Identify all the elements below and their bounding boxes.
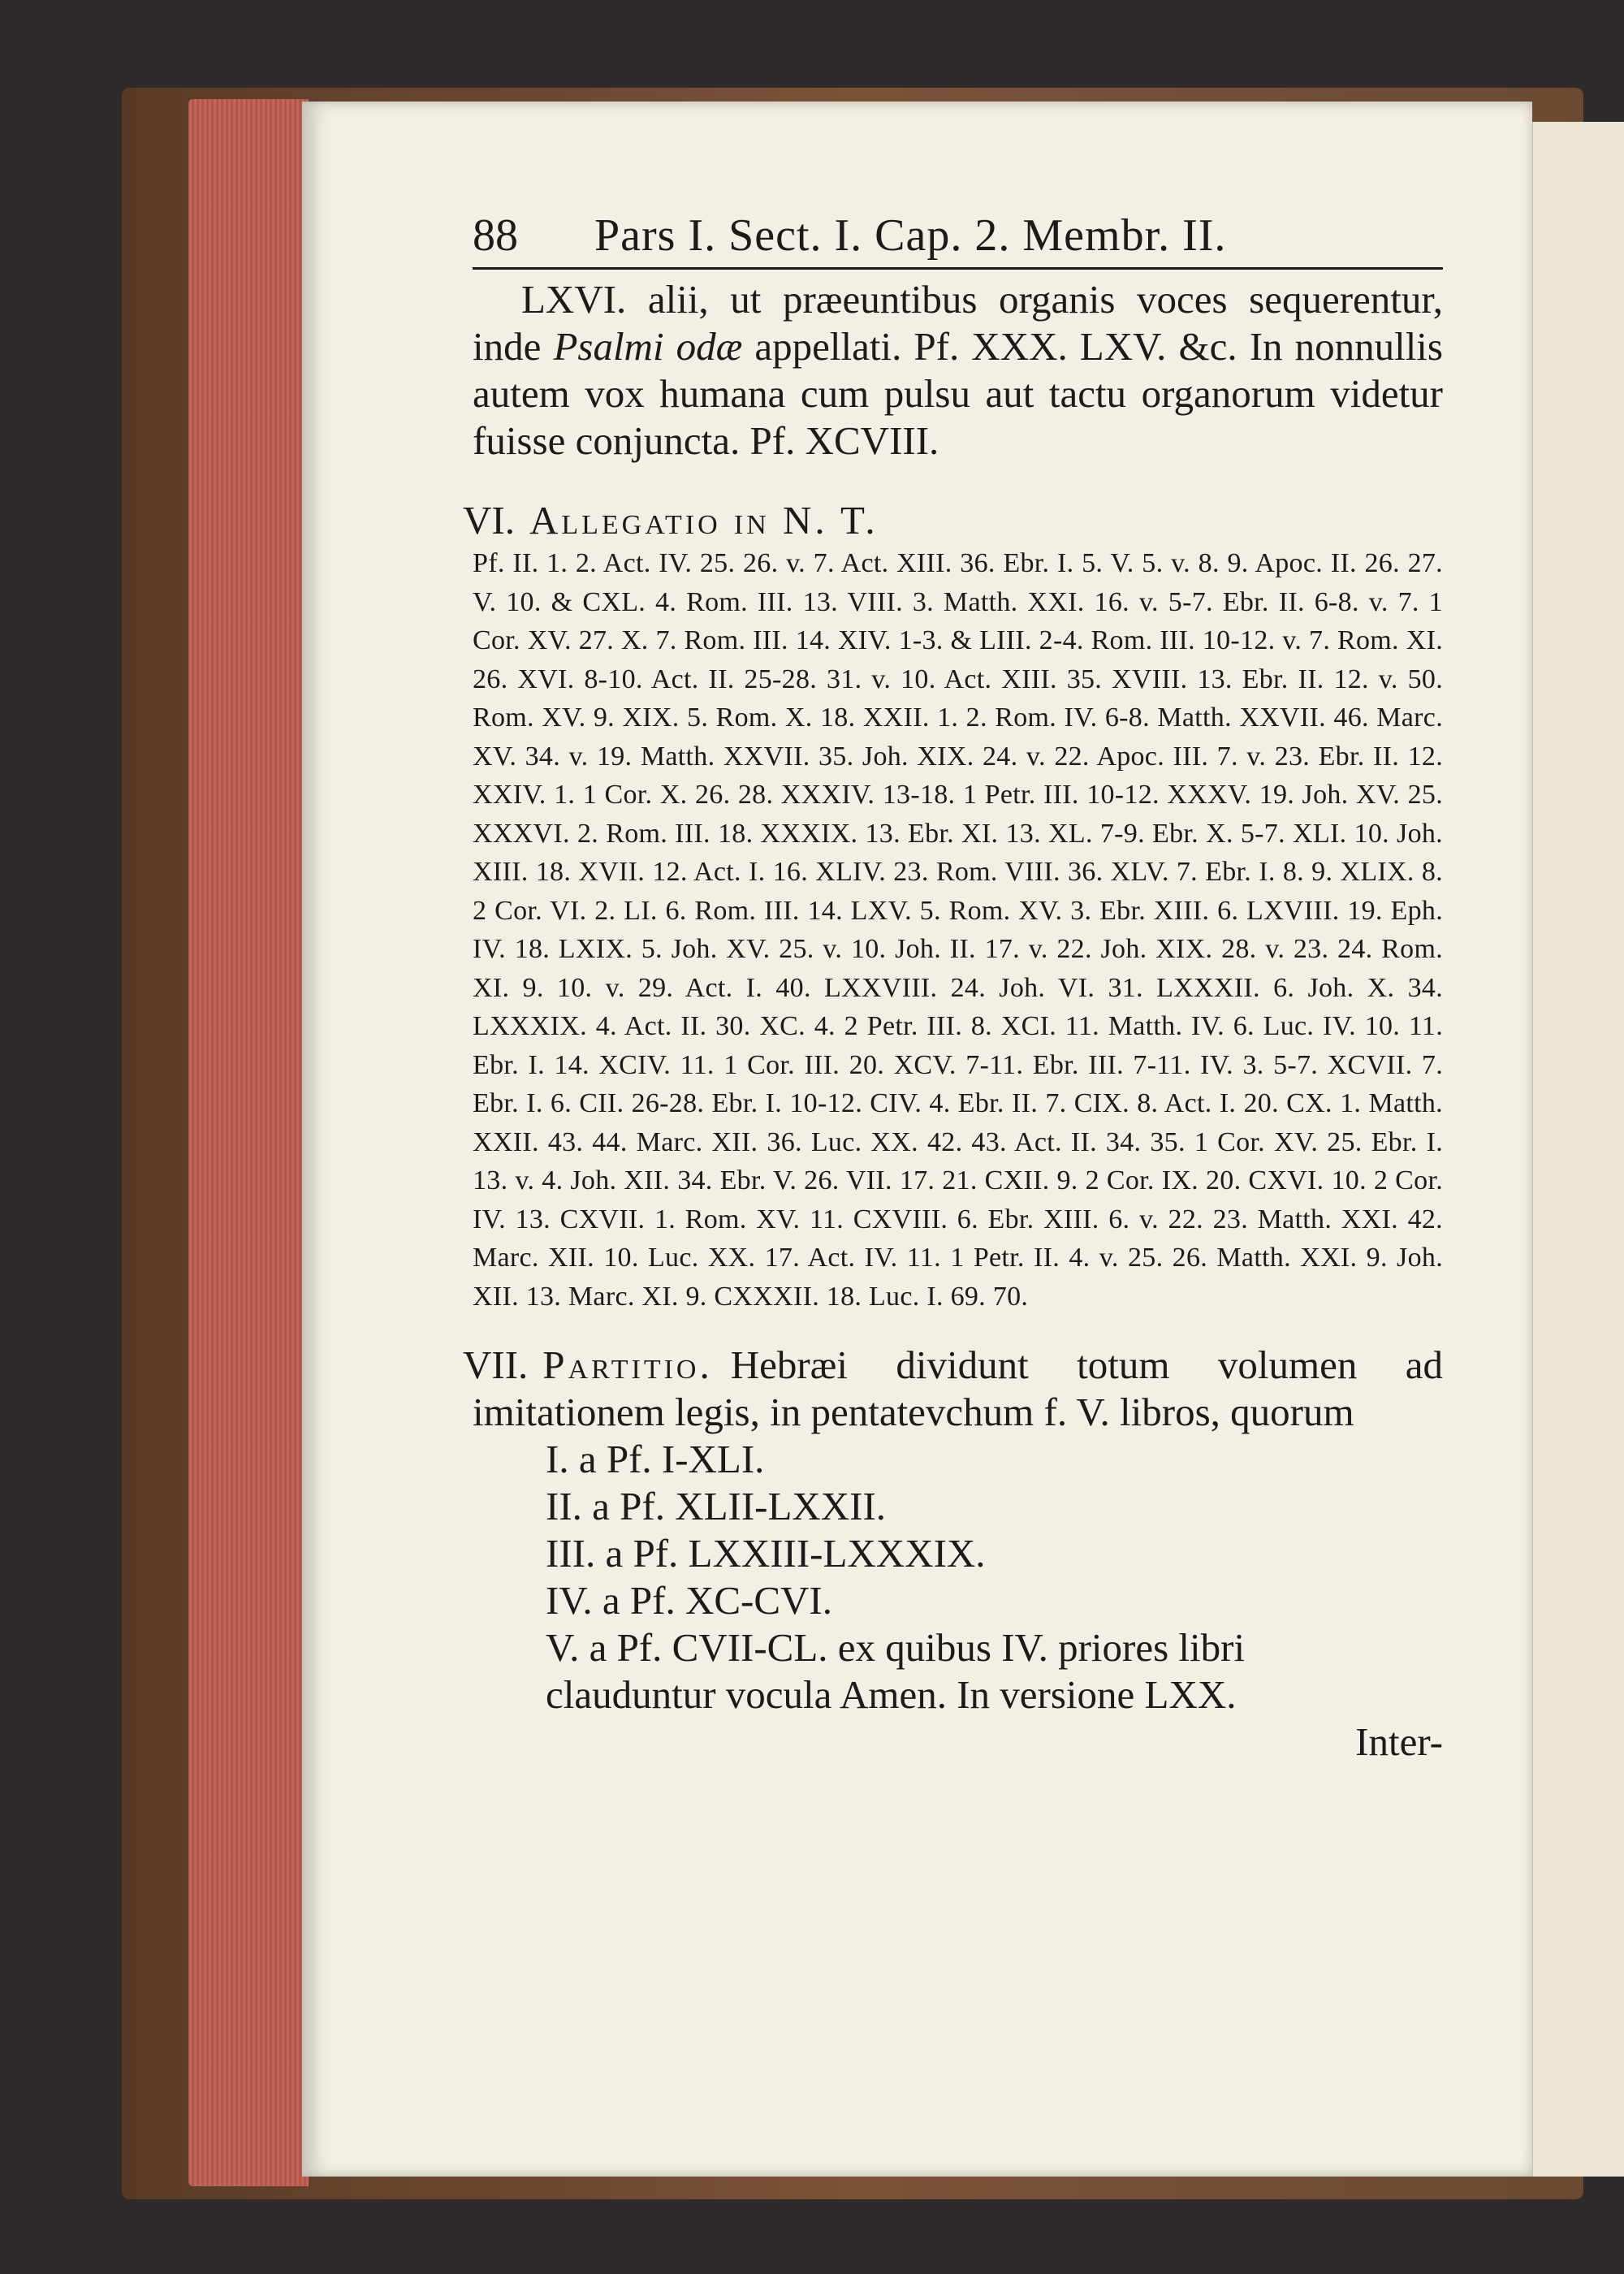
page-header [473,207,1443,270]
section-vii-paragraph [463,1342,1443,1436]
page-edges [188,99,309,2186]
book-page [302,102,1532,2177]
section-vi-number: VI. [463,498,515,543]
page-number: 88 [473,210,518,261]
list-item: I. a Pf. I-XLI. [546,1437,765,1481]
continuation-text-b: appellati. Pf. XXX. LXV. &c. In nonnullis autem vox humana cum pulsu aut tactu organorum videtur fuisse conjuncta. Pf. XCVIII. [473,324,1443,463]
list-item: V. a Pf. CVII-CL. ex quibus IV. priores libri [546,1625,1246,1670]
partitio-list [473,1436,1443,1671]
list-item: IV. a Pf. XC-CVI. [546,1578,832,1623]
continuation-paragraph [473,276,1443,465]
text-block [463,207,1443,1766]
section-vi-title: Allegatio in N. T. [529,498,879,543]
continuation-italic: Psalmi odæ [553,324,743,369]
catchword: Inter- [1355,1719,1443,1764]
partitio-continuation: clauduntur vocula Amen. In versione LXX. [546,1672,1237,1717]
list-item: III. a Pf. LXXIII-LXXXIX. [546,1531,986,1576]
section-vi-references: Pf. II. 1. 2. Act. IV. 25. 26. v. 7. Act. XIII. 36. Ebr. I. 5. V. 5. v. 8. 9. Apoc. II. 26. 27. V. 10. & CXL. 4. Rom. III. 13. VIII. 3. Matth. XXI. 16. v. 5-7. Ebr. II. 6-8. v. 7. 1 Cor. XV. 27. X. 7. Rom. III. 14. XIV. 1-3. & LIII. 2-4. Rom. III. 10-12. v. 7. Rom. XI. 26. XVI. 8-10. Act. II. 25-28. 31. v. 10. Act. XIII. 35. XVIII. 13. Ebr. II. 12. v. 50. Rom. XV. 9. XIX. 5. Rom. X. 18. XXII. 1. 2. Rom. IV. 6-8. Matth. XXVII. 46. Marc. XV. 34. v. 19. Matth. XXVII. 35. Joh. XIX. 24. v. 22. Apoc. III. 7. v. 23. Ebr. II. 12. XXIV. 1. 1 Cor. X. 26. 28. XXXIV. 13-18. 1 Petr. III. 10-12. XXXV. 19. Joh. XV. 25. XXXVI. 2. Rom. III. 18. XXXIX. 13. Ebr. XI. 13. XL. 7-9. Ebr. X. 5-7. XLI. 10. Joh. XIII. 18. XVII. 12. Act. I. 16. XLIV. 23. Rom. VIII. 36. XLV. 7. Ebr. I. 8. 9. XLIX. 8. 2 Cor. VI. 2. LI. 6. Rom. III. 14. LXV. 5. Rom. XV. 3. Ebr. XIII. 6. LXVIII. 19. Eph. IV. 18. LXIX. 5. Joh. XV. 25. v. 10. Joh. II. 17. v. 22. Joh. XIX. 28. v. 23. 24. Rom. XI. 9. 10. v. 29. Act. I. 40. LXXVIII. 24. Joh. VI. 31. LXXXII. 6. Joh. X. 34. LXXXIX. 4. Act. II. 30. XC. 4. 2 Petr. III. 8. XCI. 11. Matth. IV. 6. Luc. IV. 10. 11. Ebr. I. 14. XCIV. 11. 1 Cor. III. 20. XCV. 7-11. Ebr. III. 7-11. IV. 3. 5-7. XCVII. 7. Ebr. I. 6. CII. 26-28. Ebr. I. 10-12. CIV. 4. Ebr. II. 7. CIX. 8. Act. I. 20. CX. 1. Matth. XXII. 43. 44. Marc. XII. 36. Luc. XX. 42. 43. Act. II. 34. 35. 1 Cor. XV. 25. Ebr. I. 13. v. 4. Joh. XII. 34. Ebr. V. 26. VII. 17. 21. CXII. 9. 2 Cor. IX. 20. CXVI. 10. 2 Cor. IV. 13. CXVII. 1. Rom. XV. 11. CXVIII. 6. Ebr. XIII. 6. v. 22. 23. Matth. XXI. 42. Marc. XII. 10. Luc. XX. 17. Act. IV. 11. 1 Petr. II. 4. v. 25. 26. Matth. XXI. 9. Joh. XII. 13. Marc. XI. 9. CXXXII. 18. Luc. I. 69. 70. [473,548,1443,1312]
section-vii-intro: Hebræi dividunt totum volumen ad imitationem legis, in pentatevchum f. V. libros, quorum [473,1342,1443,1434]
list-item: II. a Pf. XLII-LXXII. [546,1484,887,1528]
facing-page-edge [1531,122,1624,2177]
continuation-text-a: LXVI. alii, ut præeuntibus organis voces sequerentur, inde [473,277,1443,369]
section-vii-number: VII. [463,1342,529,1387]
section-vii-title: Partitio. [542,1342,713,1387]
section-vi-heading [463,497,1443,544]
running-head: Pars I. Sect. I. Cap. 2. Membr. II. [594,210,1227,261]
